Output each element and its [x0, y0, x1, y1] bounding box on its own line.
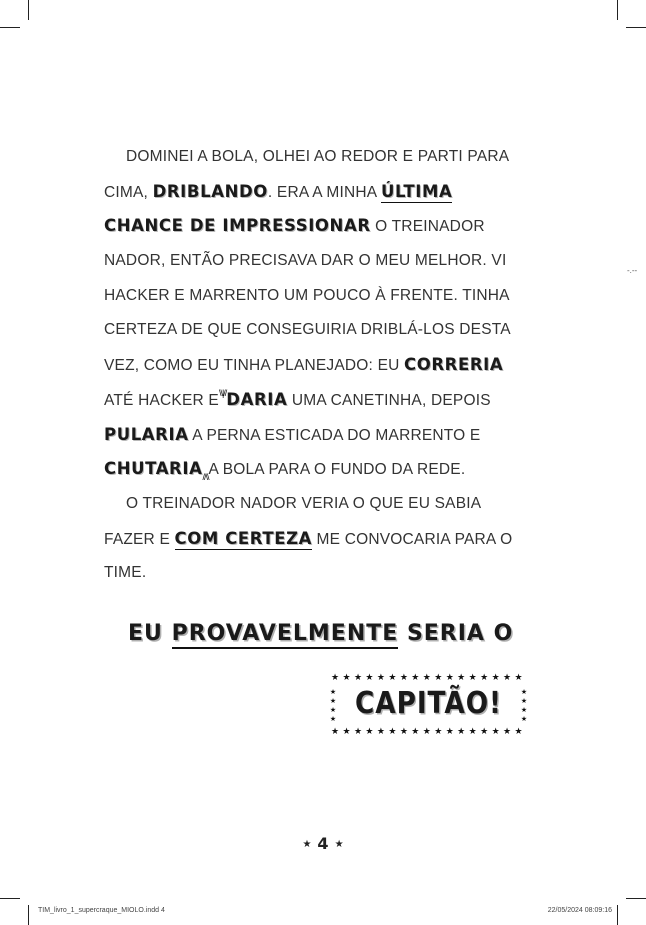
crop-mark-top-right-h — [626, 27, 646, 28]
spark-icon: \\|// — [218, 387, 227, 398]
emphasis-pularia: PULARIA — [104, 424, 189, 444]
body-text — [104, 140, 544, 591]
crop-mark-top-left — [28, 0, 29, 20]
star-col-right-icon: ★ ★ ★ ★ — [520, 689, 528, 723]
text-line: VEZ, COMO EU TINHA PLANEJADO: EU CORRERIA — [104, 355, 504, 375]
footer-timestamp: 22/05/2024 08:09:16 — [547, 907, 612, 914]
star-icon: ★ — [334, 839, 344, 850]
text-line: DOMINEI A BOLA, OLHEI AO REDOR E PARTI PARA — [126, 148, 510, 165]
text-line: TIME. — [104, 564, 147, 582]
page-number: ★ 4 ★ — [302, 834, 344, 853]
text-line: CIMA, DRIBLANDO. ERA A MINHA ÚLTIMA — [104, 181, 453, 201]
crop-mark-top-left-h — [0, 27, 20, 28]
text-line: ATÉ HACKER E\\|//DARIA UMA CANETINHA, DEPOIS — [104, 387, 491, 409]
crop-mark-bottom-left — [28, 905, 29, 925]
text-line: HACKER E MARRENTO UM POUCO À FRENTE. TINHA — [104, 286, 510, 304]
emphasis-driblando: DRIBLANDO — [152, 181, 268, 201]
star-row-bottom-icon: ★★★★★★★★★★★★★★★★★ — [331, 726, 526, 736]
text-line: CERTEZA DE QUE CONSEGUIRIA DRIBLÁ-LOS DESTA — [104, 321, 511, 339]
star-row-top-icon: ★★★★★★★★★★★★★★★★★ — [331, 672, 526, 682]
emphasis-ultima: ÚLTIMA — [381, 181, 453, 201]
emphasis-daria: DARIA — [226, 389, 288, 409]
crop-mark-bottom-left-h — [0, 898, 20, 899]
emphasis-chance: CHANCE DE IMPRESSIONAR — [104, 216, 371, 236]
capitao-star-frame — [326, 672, 531, 738]
text-line: PULARIA A PERNA ESTICADA DO MARRENTO E — [104, 424, 481, 444]
text-line: NADOR, ENTÃO PRECISAVA DAR O MEU MELHOR. VI — [104, 252, 507, 270]
star-icon: ★ — [302, 839, 312, 850]
crop-mark-bottom-right — [617, 905, 618, 925]
headline: EU PROVAVELMENTE SERIA O — [128, 621, 548, 646]
footer-filename: TIM_livro_1_supercraque_MIOLO.indd 4 — [38, 907, 165, 914]
text-line: CHANCE DE IMPRESSIONAR O TREINADOR — [104, 216, 485, 236]
emphasis-com-certeza: COM CERTEZA — [174, 528, 313, 548]
text-line: FAZER E COM CERTEZA ME CONVOCARIA PARA O — [104, 528, 513, 548]
text-line: $CHUTARIA_{//\backslash\backslash}A$ BOLA PARA O FUNDO DA REDE. — [104, 459, 466, 483]
emphasis-chutaria: CHUTARIA — [104, 459, 203, 479]
crop-mark-bottom-right-h — [626, 898, 646, 899]
side-mark: -.-- — [627, 266, 638, 275]
star-col-left-icon: ★ ★ ★ ★ — [329, 689, 337, 723]
headline-underlined: PROVAVELMENTE — [172, 621, 399, 649]
capitao-title: CAPITÃO! — [355, 686, 502, 721]
text-line: O TREINADOR NADOR VERIA O QUE EU SABIA — [126, 494, 482, 512]
spark-icon: //\\ — [202, 472, 209, 483]
crop-mark-top-right — [617, 0, 618, 20]
emphasis-correria: CORRERIA — [404, 355, 504, 375]
